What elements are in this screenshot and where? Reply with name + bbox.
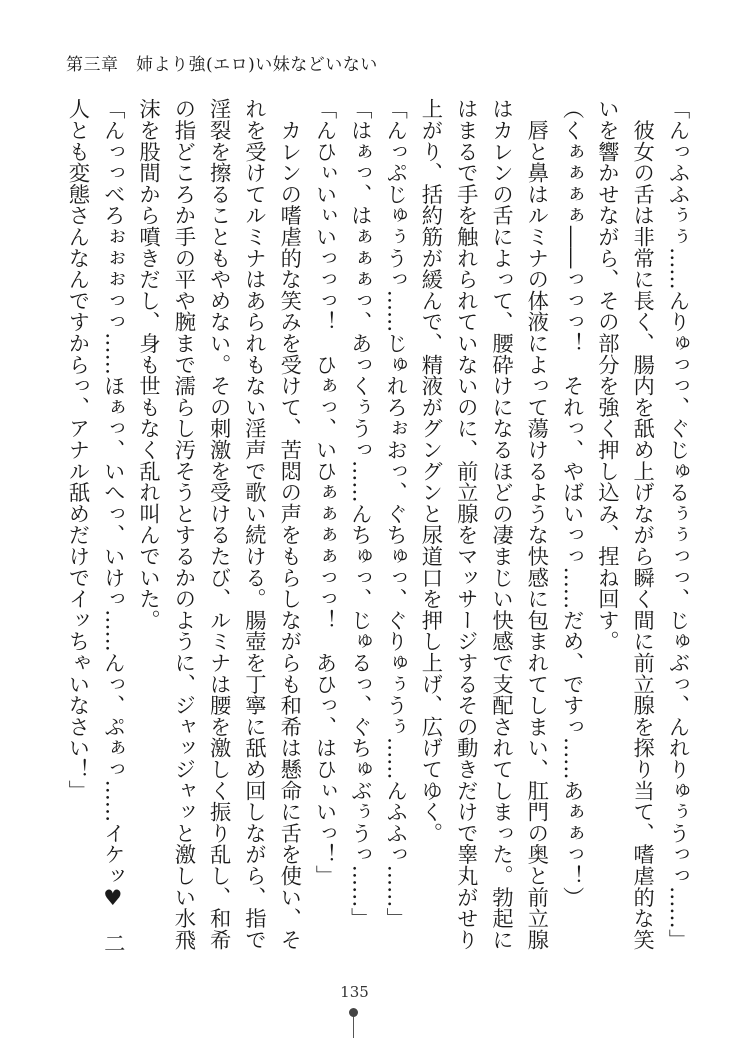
text-line: （くぁぁぁぁ――っっっ！ それっ、やばいっっ……だめ、ですっ……あぁぁっ！） bbox=[559, 98, 585, 908]
page-number: 135 bbox=[340, 983, 369, 1001]
text-line: はカレンの舌によって、腰砕けになるほどの凄まじい快感で支配されてしまった。勃起に bbox=[488, 98, 514, 950]
text-line: 「んっぷじゅぅうっ……じゅれろぉおっ、ぐちゅっ、ぐりゅぅうぅ……んふふっ……」 bbox=[382, 98, 408, 929]
text-line: 「んっふふぅぅ……んりゅっっ、ぐじゅるぅぅっっ、じゅぶっ、んれりゅぅうっっ……」 bbox=[665, 98, 690, 950]
text-line: 唇と鼻はルミナの体液によって蕩けるような快感に包まれてしまい、肛門の奥と前立腺 bbox=[523, 98, 549, 950]
text-line: 上がり、括約筋が緩んで、精液がグングンと尿道口を押し上げ、広げてゆく。 bbox=[417, 98, 443, 844]
text-line: 淫裂を擦ることもやめない。その刺激を受けるたび、ルミナは腰を激しく振り乱し、和希 bbox=[206, 98, 232, 950]
text-line: れを受けてルミナはあられもない淫声で歌い続ける。腸壺を丁寧に舐め回しながら、指で bbox=[241, 98, 267, 950]
text-line: 「んっっべろぉぉぉっっ……ほぁっ、いへっ、いけっ……んっ、ぷぁっ……イケッ♥ 二 bbox=[100, 98, 126, 954]
running-head-chapter-title: 第三章 姉より強(エロ)い妹などいない bbox=[66, 55, 378, 75]
text-line: 「んひぃいぃいっっっ！ ひぁっ、いひぁぁぁぁっっ！ あひっ、はひぃいっ！」 bbox=[312, 98, 338, 887]
text-line: 「はぁっ、はぁぁぁっ、あっくぅうっ……んちゅっ、じゅるっ、ぐちゅぶぅうっ……」 bbox=[347, 98, 373, 929]
text-line: カレンの嗜虐的な笑みを受けて、苦悶の声をもらしながらも和希は懸命に舌を使い、そ bbox=[276, 98, 302, 950]
body-text bbox=[60, 98, 695, 954]
text-line: 沫を股間から噴きだし、身も世もなく乱れ叫んでいた。 bbox=[135, 98, 161, 631]
text-line: いを響かせながら、その部分を強く押し込み、捏ね回す。 bbox=[594, 98, 620, 652]
text-line: の指どころか手の平や腕まで濡らし汚そうとするかのように、ジャッジャッと激しい水飛 bbox=[170, 98, 196, 950]
text-line: はまるで手を触れられていないのに、前立腺をマッサージするその動きだけで睾丸がせり bbox=[453, 98, 479, 950]
text-line: 人とも変態さんなんですからっ、アナル舐めだけでイッちゃいなさい！」 bbox=[64, 98, 90, 801]
page-marker-dot-icon bbox=[349, 1008, 358, 1017]
text-line: 彼女の舌は非常に長く、腸内を舐め上げながら瞬く間に前立腺を探り当て、嗜虐的な笑 bbox=[629, 98, 655, 950]
